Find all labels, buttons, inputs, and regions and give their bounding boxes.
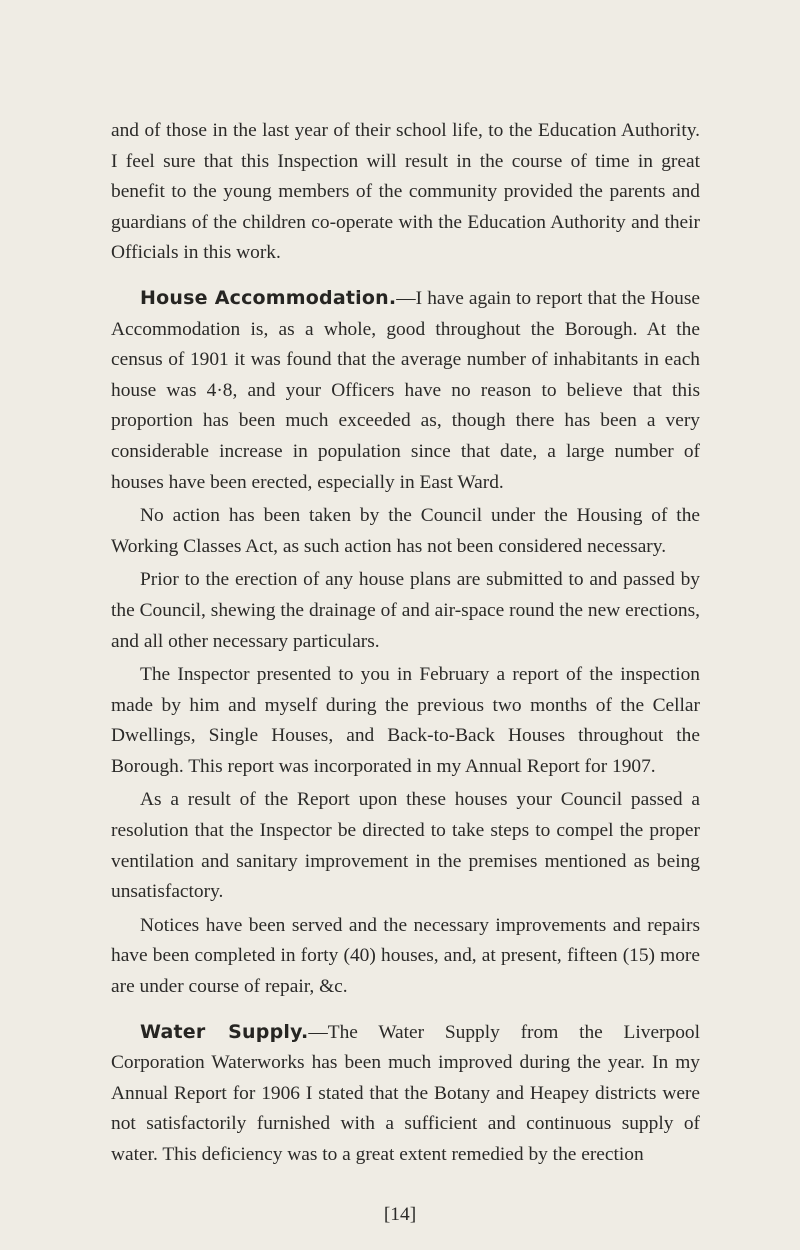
page-number: [14] xyxy=(383,1204,417,1225)
water-supply-heading: Water Supply. xyxy=(140,1020,309,1043)
house-accommodation-paragraph xyxy=(111,283,700,498)
intro-paragraph: and of those in the last year of their school life, to the Education Authority. I feel sure that this Inspection will result in the course of time in great benefit to the young members of the community provided the parents and guardians of the children co-operate with the Education Authority and their Officials in this work. xyxy=(111,120,700,264)
house-accommodation-text: —I have again to report that the House Accommodation is, as a whole, good throughout the Borough. At the census of 1901 it was found that the average number of inhabitants in each house was 4·8, and your Officers have no reason to believe that this proportion has been much exceeded as, though there has been a very considerable increase in population since that date, a large number of houses have been erected, especially in East Ward. xyxy=(111,287,700,493)
house-plans-paragraph: Prior to the erection of any house plans are submitted to and passed by the Council, shewing the drainage of and air-space round the new erections, and all other necessary particulars. xyxy=(111,569,700,652)
water-supply-text: —The Water Supply from the Liverpool Corporation Waterworks has been much improved during the year. In my Annual Report for 1906 I stated that the Botany and Heapey districts were not satisfactorily furnished with a sufficient and continuous supply of water. This deficiency was to a great extent remedied by the erection xyxy=(111,1021,700,1165)
inspector-report-paragraph: The Inspector presented to you in February a report of the inspection made by him and myself during the previous two months of the Cellar Dwellings, Single Houses, and Back-to-Back Houses throughout the Borough. This report was incorporated in my Annual Report for 1907. xyxy=(111,664,700,777)
notices-served-paragraph: Notices have been served and the necessary improvements and repairs have been completed in forty (40) houses, and, at present, fifteen (15) more are under course of repair, &c. xyxy=(111,914,700,998)
water-supply-paragraph xyxy=(111,1017,700,1171)
housing-act-paragraph: No action has been taken by the Council under the Housing of the Working Classes Act, as such action has not been considered necessary. xyxy=(111,505,700,557)
council-resolution-paragraph: As a result of the Report upon these houses your Council passed a resolution that the Inspector be directed to take steps to compel the proper ventilation and sanitary improvement in the premises mentioned as being unsatisfactory. xyxy=(111,789,700,903)
house-accommodation-heading: House Accommodation. xyxy=(140,286,397,309)
